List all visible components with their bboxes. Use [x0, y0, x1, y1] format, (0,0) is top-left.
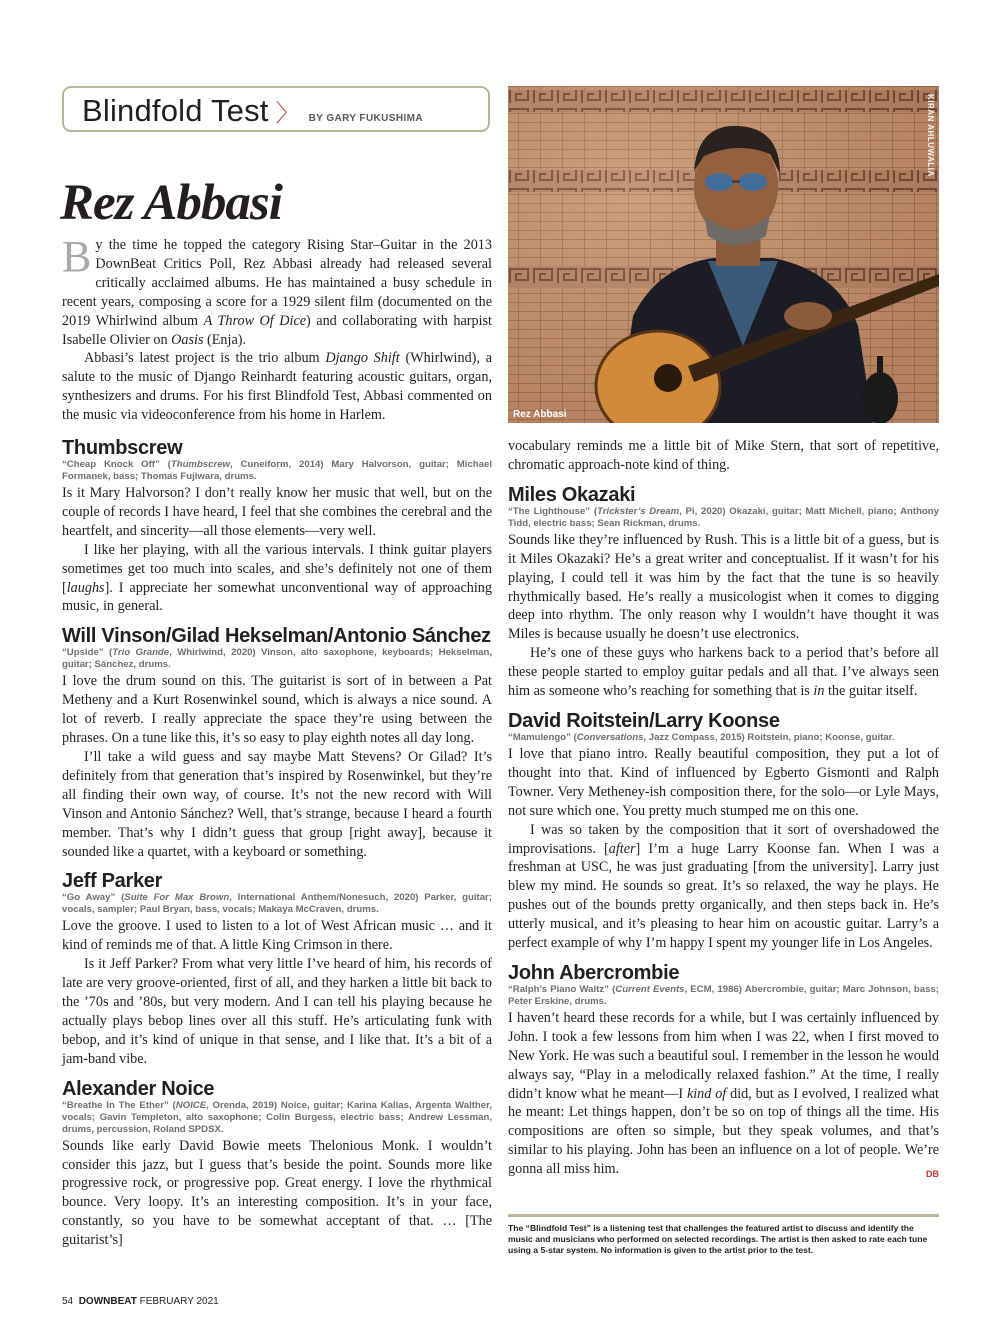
review-credit [62, 459, 492, 483]
review-heading: David Roitstein/Larry Koonse [508, 709, 780, 732]
review-paragraph [508, 644, 939, 701]
review-credit [508, 732, 939, 744]
text: He’s one of these guys who harkens back to a period that’s before all these people started to employ guitar pedals and all that. I’ve always seen him as someone who’s reaching for something that is [508, 645, 939, 700]
album-title: Trickster’s Dream [597, 505, 680, 517]
review-credit [508, 506, 939, 530]
footnote: The “Blindfold Test” is a listening test that challenges the featured artist to discuss and identify the music and musicians who performed on selected recordings. The artist is then asked to rate each tune using a 5-star system. No information is given to the artist prior to the test. [508, 1223, 928, 1255]
text: I haven’t heard these records for a while, but I was certainly influenced by John. I took a few lessons from him when I was 22, when I first moved to New York. He was such a beautiful soul. I remember in the lesson he would always say, “Play in a melodically relaxed fashion.” At the time, I really didn’t know what he meant—I [508, 1009, 939, 1102]
article-title: Rez Abbasi [60, 175, 282, 231]
text: “Mamulengo” ( [508, 731, 577, 743]
text: “Breathe In The Ether” ( [62, 1099, 176, 1111]
album-title: Suite For Max Brown [124, 892, 230, 904]
artist-photo-illustration [508, 86, 939, 423]
review-heading: Thumbscrew [62, 437, 183, 459]
drop-cap: B [62, 232, 92, 281]
footnote-rule [508, 1214, 939, 1217]
review-paragraph [508, 1009, 939, 1179]
album-title: A Throw Of Dice [203, 312, 307, 329]
text: , ECM, 1986) Abercrombie, guitar; Marc Johnson, bass; Peter Erskine, drums. [508, 983, 939, 1007]
text: laughs [66, 579, 105, 596]
review-credit [508, 984, 939, 1008]
chevron-right-icon: 〉 [275, 100, 300, 127]
issue-date: FEBRUARY 2021 [139, 1296, 219, 1307]
review-heading: Alexander Noice [62, 1077, 215, 1100]
text: , International Anthem/Nonesuch, 2020) Parker, guitar; vocals, sampler; Paul Bryan, bass, vocals; Makaya McCraven, drums. [62, 892, 492, 916]
photo-credit: KIRAN AHLUWALIA [926, 94, 935, 177]
review-paragraph: I love the drum sound on this. The guitarist is sort of in between a Pat Metheny and a Kurt Rosenwinkel sound, which is always a nice sound. A lot of reverb. I really appreciate the space they’re using between the phrases. On a tune like this, it’s so easy to play eighth notes all day long. [62, 673, 492, 747]
folio [62, 1296, 219, 1307]
end-mark: DB [926, 1169, 939, 1180]
review-paragraph: vocabulary reminds me a little bit of Mike Stern, that sort of repetitive, chromatic approach-note kind of thing. [508, 438, 939, 473]
text: kind of [686, 1085, 727, 1102]
review-paragraph [508, 821, 939, 953]
text: , Orenda, 2019) Noice, guitar; Karina Kallas, Argenta Walther, vocals; Gavin Templeton, alto saxophone; Colin Burgess, electric bass; Andrew Lessman, drums, percussion, Roland SPDSX. [62, 1099, 492, 1135]
review-paragraph: I love that piano intro. Really beautiful composition, they put a lot of thought into that. Kind of influenced by Egberto Gismonti and Ralph Towner. Very Metheney-ish composition there, for the solo—or Lyle Mays, not sure which one. You pretty much stumped me on this one. [508, 745, 939, 819]
review-credit [62, 1100, 492, 1136]
review-heading: Jeff Parker [62, 870, 163, 893]
text: “Ralph’s Piano Waltz” ( [508, 983, 616, 995]
album-title: NOICE [175, 1099, 207, 1111]
review-heading: John Abercrombie [508, 961, 680, 984]
text: (Enja). [203, 331, 247, 348]
review-paragraph: Sounds like early David Bowie meets Thelonious Monk. I wouldn’t consider this jazz, but I guess that’s beside the point. Sounds more like progressive rock, or progressive pop. Great energy. I love the rhythmical bounce. Very loopy. It’s an interesting composition. It’s in your face, constantly, so you have to be somewhat acceptant of that. … [The guitarist’s] [62, 1137, 492, 1249]
text: after [608, 840, 636, 857]
review-credit [62, 647, 492, 671]
review-credit [62, 892, 492, 916]
text: (Whirlwind), a salute to the music of Django Reinhardt featuring acoustic guitars, organ, synthesizers and drums. For his first Blindfold Test, Abbasi commented on the music via videoconference from his home in Harlem. [62, 350, 493, 424]
album-title: Django Shift [325, 350, 400, 367]
page-number: 54 [62, 1296, 74, 1307]
album-title: Thumbscrew [170, 459, 231, 470]
text: , Whirlwind, 2020) Vinson, alto saxophone, keyboards; Hekselman, guitar; Sánchez, drums. [62, 647, 492, 671]
left-column [62, 437, 492, 1250]
text: y the time he topped the category Rising Star–Guitar in the 2013 DownBeat Critics Poll, Rez Abbasi already had released several critically acclaimed albums. He has maintained a busy schedule in recent years, composing a score for a 1929 silent film (documented on the 2019 Whirlwind album [62, 237, 492, 329]
right-column [508, 437, 939, 1184]
album-title: Current Events [615, 983, 685, 995]
text: ] I’m a huge Larry Koonse fan. When I was a freshman at USC, he was just graduating [from the university]. Larry just blew my mind. He sounds so great. It’s so relaxed, the way he plays. He pushes out of the bounds pretty organically, and then steps back in. He’s utterly musical, and it’s pleasing to hear him on acoustic guitar. Larry’s a perfect example of why I’m happy I spent my younger life in Los Angeles. [508, 840, 939, 952]
text: , Pi, 2020) Okazaki, guitar; Matt Michell, piano; Anthony Tidd, electric bass; Sean Rickman, drums. [508, 505, 939, 529]
intro-text [62, 232, 493, 425]
artist-photo [508, 86, 939, 423]
text: ]. I appreciate her somewhat unconventional way of approaching music, in general. [62, 579, 492, 615]
text: , Jazz Compass, 2015) Roitstein, piano; Koonse, guitar. [643, 731, 895, 743]
text: “Upside” ( [62, 647, 113, 659]
album-title: Conversations [576, 731, 644, 743]
album-title: Trio Grande [112, 647, 170, 659]
review-paragraph: I’ll take a wild guess and say maybe Matt Stevens? Or Gilad? It’s definitely from that generation that’s inspired by Rosenwinkel, but they’re all finding their own way, of course. It’s not the new record with Will Vinson and Antonio Sánchez? Well, that’s strange, because I heard a fourth member. That’s why I didn’t guess that group [right away], because it sounded like a quartet, with a keyboard or something. [62, 748, 492, 860]
review-paragraph: Sounds like they’re influenced by Rush. This is a little bit of a guess, but is it Miles Okazaki? He’s a great writer and conceptualist. If it wasn’t for his playing, I could tell it was him by the fact that the tune is so heavily rhythmically based. He’s really a musicologist when it comes to digging deep into rhythm. The only reason why I wouldn’t have thought it was Miles is because usually he doesn’t use electronics. [508, 531, 939, 643]
text: in [813, 683, 825, 700]
section-title: Blindfold Test [82, 93, 269, 128]
review-paragraph [62, 541, 492, 617]
text: , Cuneiform, 2014) Mary Halvorson, guitar; Michael Formanek, bass; Thomas Fujiwara, drums. [62, 459, 492, 482]
review-paragraph: Love the groove. I used to listen to a lot of West African music … and it kind of reminds me of that. A little King Crimson in there. [62, 918, 492, 954]
text: I was so taken by the composition that it sort of overshadowed the improvisations. [ [508, 821, 939, 857]
text: the guitar itself. [824, 683, 918, 700]
text: did, but as I evolved, I realized what he meant: Let things happen, don’t be so on top of things all the time. His compositions are often so simple, but they speak volumes, and that’s similar to his playing. John has been an influence on a lot of people. We’re gonna all miss him. [508, 1085, 939, 1178]
intro-paragraph [62, 232, 492, 349]
intro-paragraph [62, 349, 492, 425]
photo-caption: Rez Abbasi [513, 409, 567, 420]
review-paragraph: Is it Mary Halvorson? I don’t really know her music that well, but on the couple of records I have heard, I feel that she combines the cerebral and the heartfelt, and sincerity—all those elements—very well. [62, 485, 492, 539]
text: “Go Away” ( [62, 892, 125, 904]
text: “The Lighthouse” ( [508, 505, 598, 517]
section-header [62, 86, 490, 132]
album-title: Oasis [171, 331, 204, 348]
text: ) and collaborating with harpist Isabelle Olivier on [62, 312, 492, 348]
review-paragraph: Is it Jeff Parker? From what very little I’ve heard of him, his records of late are very groove-oriented, first of all, and they harken a little bit back to the ’70s and ’80s, but very modern. And I can tell his playing because he actually plays bebop lines over all this stuff. He’s articulating funk with bebop, and it’s kind of unique in that sense, and I like that. It’s a bit of a jam-band vibe. [62, 956, 492, 1067]
review-heading: Miles Okazaki [508, 483, 636, 506]
text: “Cheap Knock Off” ( [62, 459, 171, 470]
text: Abbasi’s latest project is the trio album [84, 350, 326, 367]
byline: BY GARY FUKUSHIMA [308, 113, 424, 124]
review-heading: Will Vinson/Gilad Hekselman/Antonio Sánchez [62, 625, 491, 648]
text: I like her playing, with all the various intervals. I think guitar players sometimes get too much into scales, and she’s definitely not one of them [ [62, 541, 492, 596]
magazine-name: DOWNBEAT [78, 1296, 137, 1307]
